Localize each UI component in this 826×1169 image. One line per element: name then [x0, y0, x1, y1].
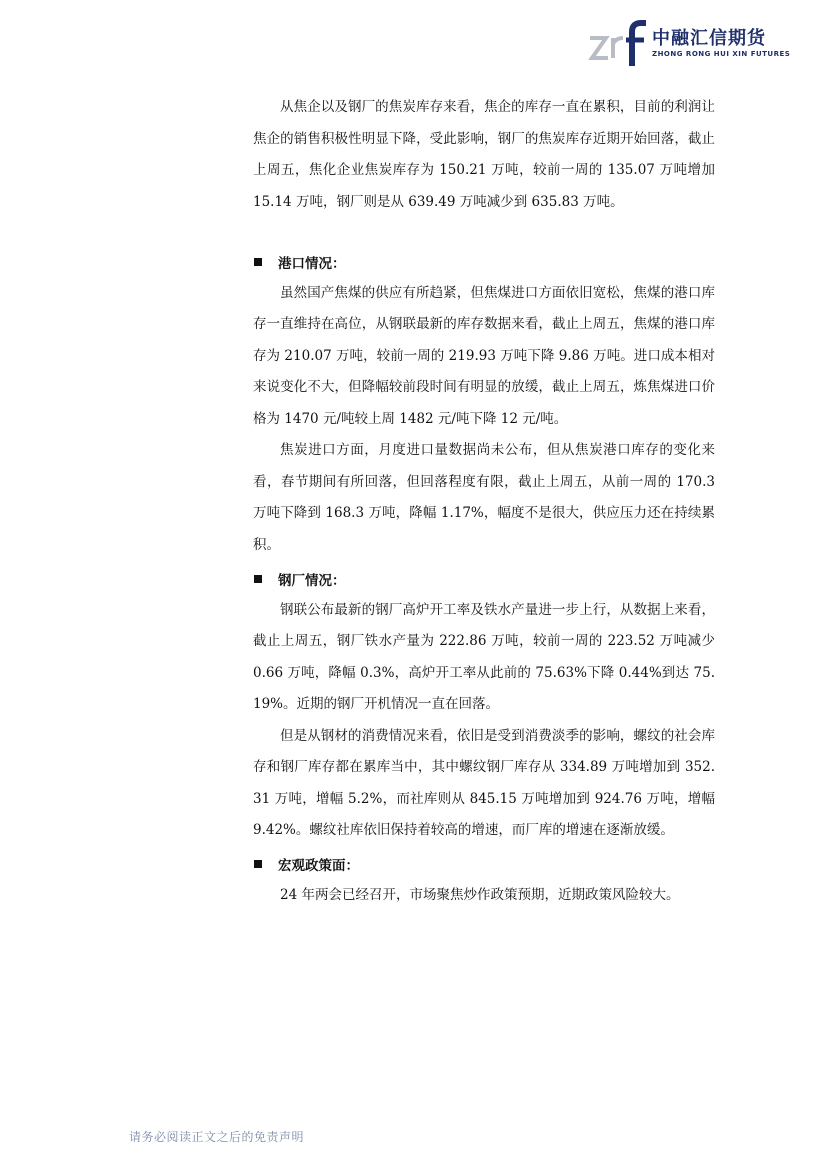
footer-disclaimer: 请务必阅读正文之后的免责声明: [129, 1130, 305, 1144]
section-heading-steel-mills: [253, 563, 715, 595]
paragraph: 但是从钢材的消费情况来看，依旧是受到消费淡季的影响，螺纹的社会库存和钢厂库存都在累库当中，其中螺纹钢厂库存从 334.89 万吨增加到 352.31 万吨，增幅 5.2%，而社库则从 845.15 万吨增加到 924.76 万吨，增幅 9.42%。螺纹社库依旧保持着较高的增速，而厂库的增速在逐渐放缓。: [253, 727, 715, 838]
section-heading-label: 宏观政策面：: [278, 858, 359, 875]
paragraph: 焦炭进口方面，月度进口量数据尚未公布，但从焦炭港口库存的变化来看，春节期间有所回落，但回落程度有限，截止上周五，从前一周的 170.3 万吨下降到 168.3 万吨，降幅 1.17%，幅度不是很大，供应压力还在持续累积。: [253, 442, 715, 553]
section-heading-macro-policy: [253, 849, 715, 881]
square-bullet-icon: [254, 860, 262, 868]
document-body: [253, 92, 715, 912]
section-heading-port: [253, 246, 715, 278]
paragraph: 24 年两会已经召开，市场聚焦炒作政策预期，近期政策风险较大。: [280, 887, 680, 903]
intro-paragraph: 从焦企以及钢厂的焦炭库存来看，焦企的库存一直在累积，目前的利润让焦企的销售积极性明显下降，受此影响，钢厂的焦炭库存近期开始回落，截止上周五，焦化企业焦炭库存为 150.21 万吨，较前一周的 135.07 万吨增加 15.14 万吨，钢厂则是从 639.49 万吨减少到 635.83 万吨。: [253, 99, 715, 210]
logo-chinese-name: 中融汇信期货: [652, 28, 766, 49]
paragraph: 虽然国产焦煤的供应有所趋紧，但焦煤进口方面依旧宽松，焦煤的港口库存一直维持在高位，从钢联最新的库存数据来看，截止上周五，焦煤的港口库存为 210.07 万吨，较前一周的 219.93 万吨下降 9.86 万吨。进口成本相对来说变化不大，但降幅较前段时间有明显的放缓，截止上周五，炼焦煤进口价格为 1470 元/吨较上周 1482 元/吨下降 12 元/吨。: [253, 284, 715, 427]
square-bullet-icon: [254, 258, 262, 266]
paragraph: 钢联公布最新的钢厂高炉开工率及铁水产量进一步上行，从数据上来看，截止上周五，钢厂铁水产量为 222.86 万吨，较前一周的 223.52 万吨减少 0.66 万吨，降幅 0.3%，高炉开工率从此前的 75.63%下降 0.44%到达 75.19%。近期的钢厂开机情况一直在回落。: [253, 601, 715, 712]
zrf-logo-mark-icon: [588, 20, 646, 66]
logo-english-name: ZHONG RONG HUI XIN FUTURES: [652, 50, 791, 58]
section-heading-label: 港口情况：: [278, 255, 346, 272]
section-heading-label: 钢厂情况：: [278, 572, 346, 589]
square-bullet-icon: [254, 575, 262, 583]
company-logo: [588, 20, 791, 68]
